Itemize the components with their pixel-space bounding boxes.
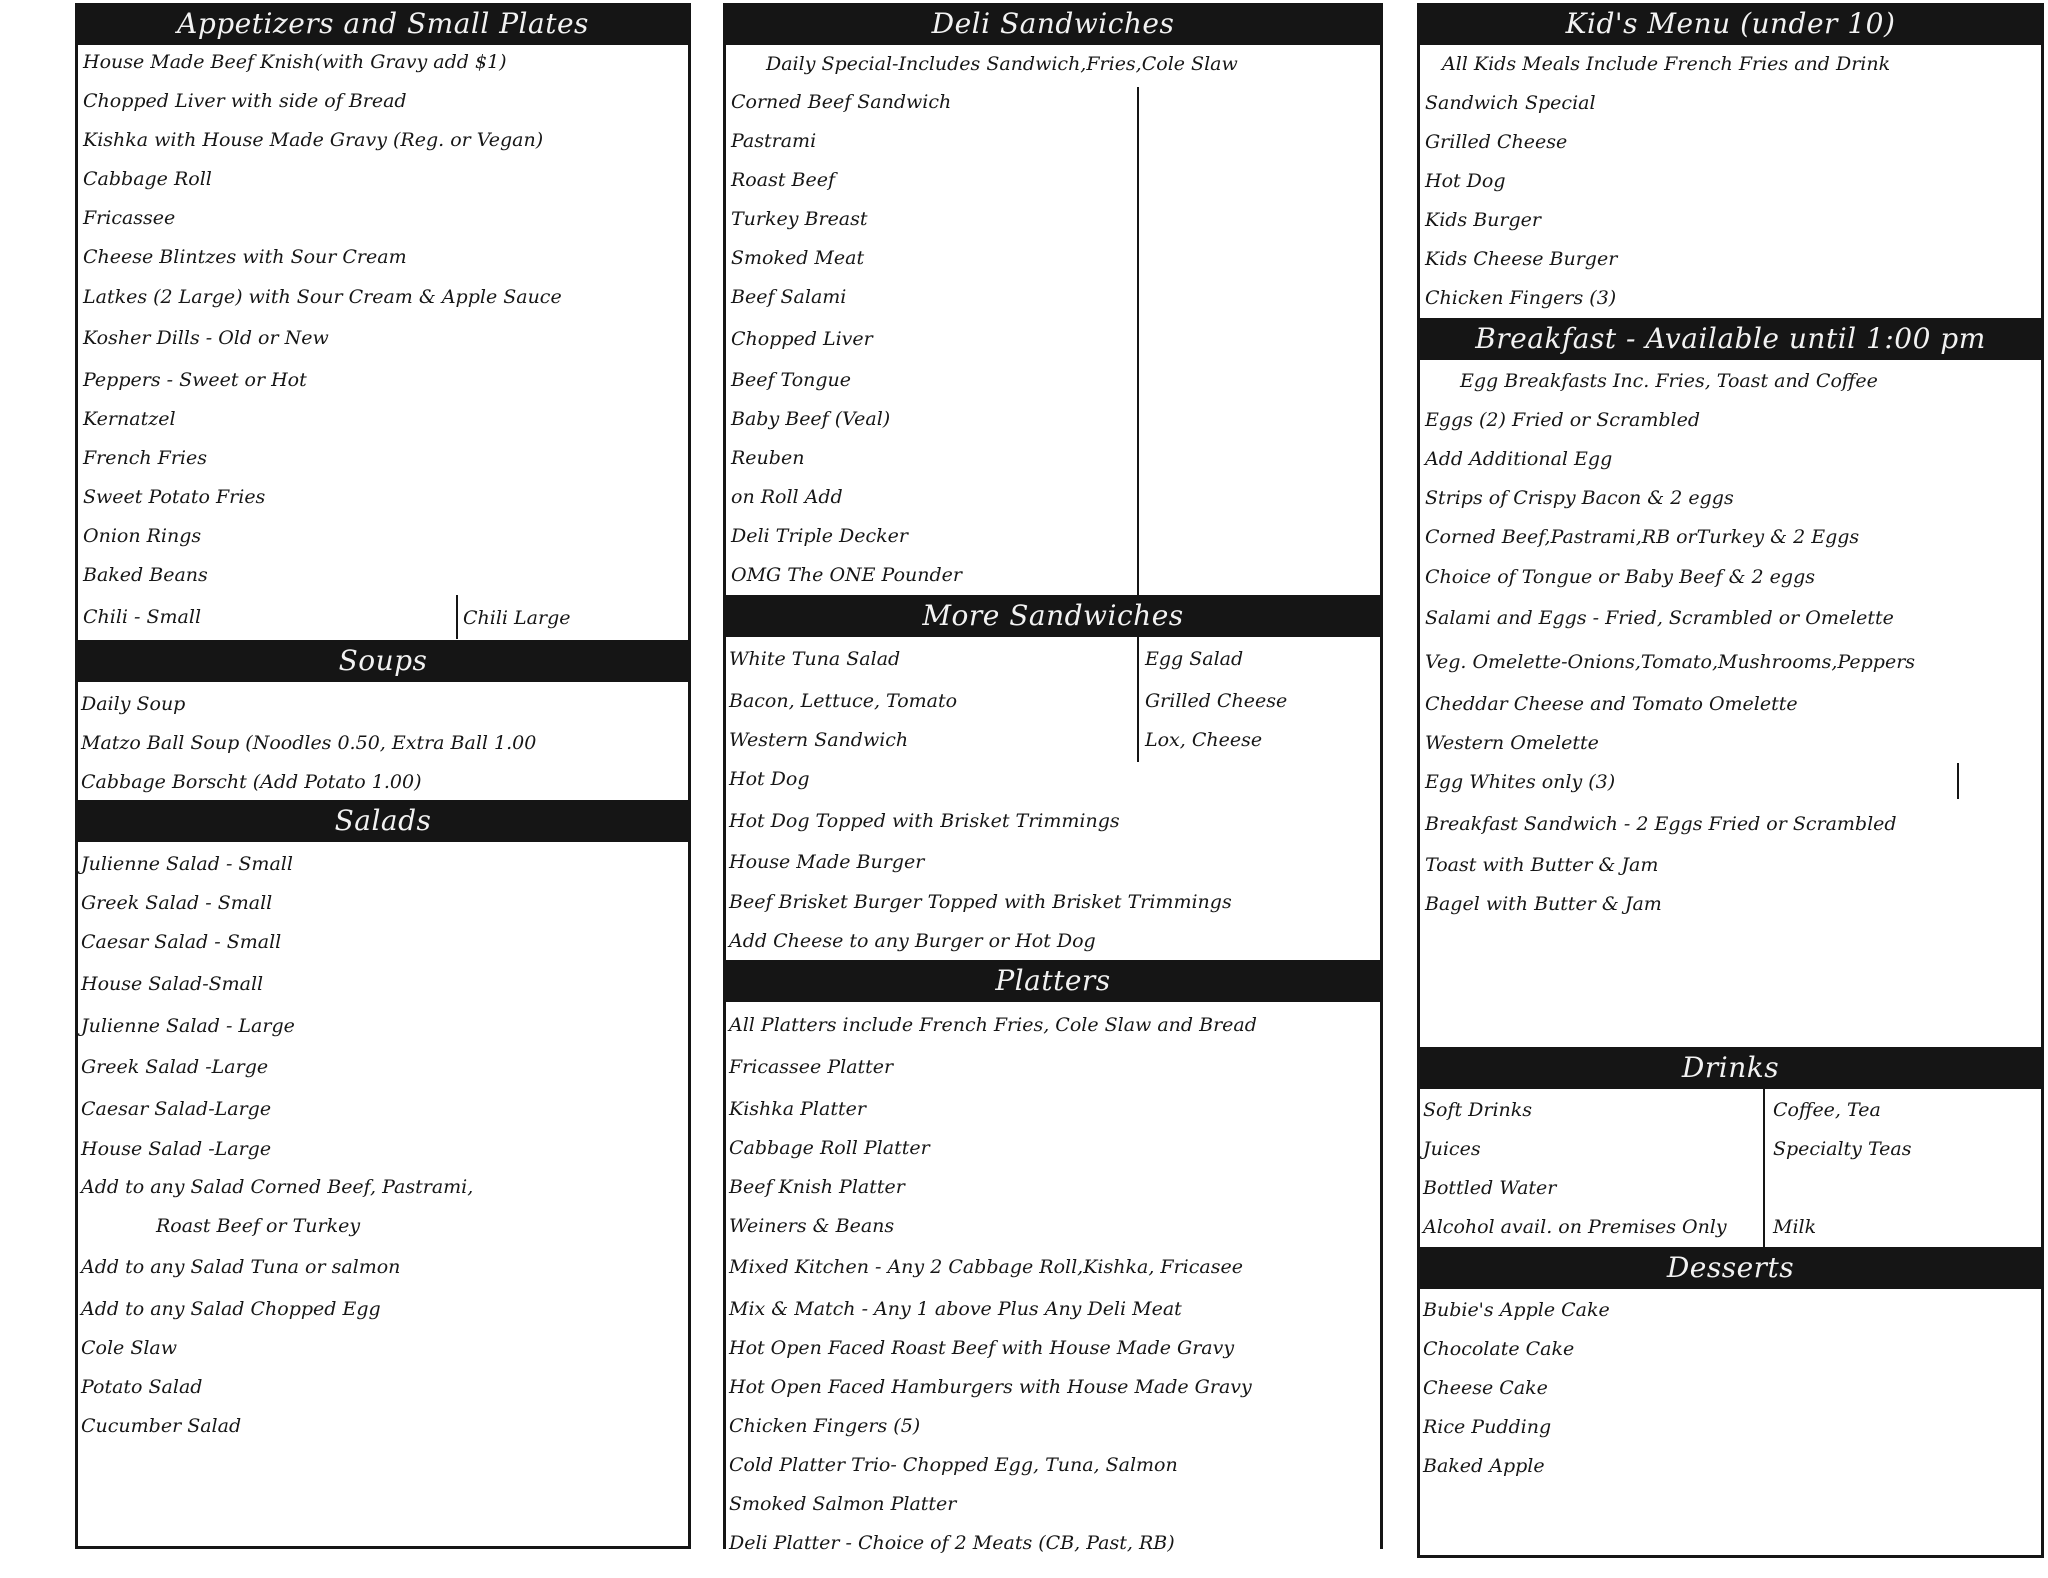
list-item: Kernatzel — [83, 408, 176, 430]
list-item: Beef Brisket Burger Topped with Brisket Trimmings — [729, 891, 1232, 913]
list-item: Chocolate Cake — [1423, 1338, 1575, 1360]
list-item: Hot Dog — [1425, 170, 1506, 192]
list-item: Cheese Blintzes with Sour Cream — [83, 246, 407, 268]
list-item: Eggs (2) Fried or Scrambled — [1425, 409, 1701, 431]
list-item: Greek Salad -Large — [81, 1056, 269, 1078]
list-item: House Salad-Small — [81, 973, 264, 995]
list-item: Roast Beef or Turkey — [156, 1215, 361, 1237]
list-item: Rice Pudding — [1423, 1416, 1552, 1438]
list-item: Potato Salad — [81, 1376, 203, 1398]
salads-header: Salads — [75, 800, 691, 842]
list-item: OMG The ONE Pounder — [731, 564, 962, 586]
list-item: Kids Cheese Burger — [1425, 248, 1618, 270]
list-item: Bottled Water — [1423, 1177, 1557, 1199]
list-item: Cabbage Roll Platter — [729, 1137, 930, 1159]
platters-header: Platters — [723, 960, 1383, 1002]
list-item: Bubie's Apple Cake — [1423, 1299, 1610, 1321]
list-item: Juices — [1423, 1138, 1481, 1160]
list-item: Strips of Crispy Bacon & 2 eggs — [1425, 487, 1734, 509]
list-item: Kids Burger — [1425, 209, 1541, 231]
list-item: Western Sandwich — [729, 729, 909, 751]
list-item: All Platters include French Fries, Cole Slaw and Bread — [729, 1014, 1257, 1036]
list-item: Daily Special-Includes Sandwich,Fries,Cole Slaw — [766, 53, 1238, 75]
list-item: Baked Beans — [83, 564, 208, 586]
list-item: Chicken Fingers (5) — [729, 1415, 921, 1437]
list-item: Chopped Liver — [731, 328, 873, 350]
list-item: Baby Beef (Veal) — [731, 408, 891, 430]
column-middle — [723, 3, 1383, 1554]
soups-header: Soups — [75, 640, 691, 682]
list-item: Onion Rings — [83, 525, 202, 547]
list-item: House Made Burger — [729, 851, 925, 873]
list-item: Corned Beef Sandwich — [731, 91, 952, 113]
list-item: Veg. Omelette-Onions,Tomato,Mushrooms,Peppers — [1425, 651, 1916, 673]
list-item: Bagel with Butter & Jam — [1425, 893, 1662, 915]
list-item: Breakfast Sandwich - 2 Eggs Fried or Scrambled — [1425, 813, 1897, 835]
list-item: Sweet Potato Fries — [83, 486, 266, 508]
list-item: Chili - Small — [83, 606, 202, 628]
list-item: Smoked Salmon Platter — [729, 1493, 957, 1515]
list-item: Grilled Cheese — [1425, 131, 1568, 153]
list-item: Hot Dog — [729, 768, 810, 790]
list-item: Lox, Cheese — [1145, 729, 1263, 751]
deli-header: Deli Sandwiches — [723, 3, 1383, 45]
list-item: Caesar Salad-Large — [81, 1098, 272, 1120]
list-item: Salami and Eggs - Fried, Scrambled or Omelette — [1425, 607, 1894, 629]
list-item: Add Cheese to any Burger or Hot Dog — [729, 930, 1096, 952]
list-item: Beef Tongue — [731, 369, 852, 391]
list-item: French Fries — [83, 447, 208, 469]
list-item: Add to any Salad Corned Beef, Pastrami, — [81, 1176, 474, 1198]
list-item: Alcohol avail. on Premises Only — [1423, 1216, 1727, 1238]
list-item: Add to any Salad Tuna or salmon — [81, 1256, 401, 1278]
list-item: Toast with Butter & Jam — [1425, 854, 1659, 876]
list-item: Kosher Dills - Old or New — [83, 327, 329, 349]
list-item: Add Additional Egg — [1425, 448, 1613, 470]
list-item: Fricassee Platter — [729, 1056, 894, 1078]
list-item: Reuben — [731, 447, 805, 469]
list-item: Beef Knish Platter — [729, 1176, 905, 1198]
list-item: Western Omelette — [1425, 732, 1599, 754]
list-item: Deli Triple Decker — [731, 525, 908, 547]
list-item: Julienne Salad - Large — [81, 1015, 295, 1037]
list-item: Kishka with House Made Gravy (Reg. or Vegan) — [83, 129, 544, 151]
list-item: Chopped Liver with side of Bread — [83, 90, 407, 112]
list-item: Weiners & Beans — [729, 1215, 895, 1237]
column-right — [1417, 3, 2044, 1558]
list-item: Mix & Match - Any 1 above Plus Any Deli Meat — [729, 1298, 1182, 1320]
list-item: Cheddar Cheese and Tomato Omelette — [1425, 693, 1798, 715]
list-item: Egg Salad — [1145, 648, 1244, 670]
list-item: on Roll Add — [731, 486, 843, 508]
list-item: Soft Drinks — [1423, 1099, 1533, 1121]
list-item: Chicken Fingers (3) — [1425, 287, 1617, 309]
more-divider — [1137, 637, 1139, 762]
kids-menu-header: Kid's Menu (under 10) — [1417, 3, 2044, 45]
list-item: Mixed Kitchen - Any 2 Cabbage Roll,Kishka, Fricasee — [729, 1256, 1243, 1278]
list-item: Cheese Cake — [1423, 1377, 1548, 1399]
list-item: All Kids Meals Include French Fries and Drink — [1442, 53, 1891, 75]
list-item: Fricassee — [83, 207, 176, 229]
list-item: Smoked Meat — [731, 247, 865, 269]
list-item: Bacon, Lettuce, Tomato — [729, 690, 958, 712]
desserts-header: Desserts — [1417, 1247, 2044, 1289]
list-item: Peppers - Sweet or Hot — [83, 369, 307, 391]
stray-mark — [1957, 763, 1959, 799]
list-item: Roast Beef — [731, 169, 835, 191]
list-item: Daily Soup — [81, 693, 186, 715]
list-item: Turkey Breast — [731, 208, 868, 230]
list-item: Kishka Platter — [729, 1098, 866, 1120]
list-item: Matzo Ball Soup (Noodles 0.50, Extra Ball 1.00 — [81, 732, 537, 754]
list-item: Corned Beef,Pastrami,RB orTurkey & 2 Eggs — [1425, 526, 1860, 548]
list-item: Coffee, Tea — [1773, 1099, 1881, 1121]
list-item: Hot Dog Topped with Brisket Trimmings — [729, 810, 1120, 832]
list-item: Julienne Salad - Small — [81, 853, 293, 875]
appetizers-header: Appetizers and Small Plates — [75, 3, 691, 45]
list-item: Specialty Teas — [1773, 1138, 1912, 1160]
list-item: Cole Slaw — [81, 1337, 178, 1359]
more-sandwiches-header: More Sandwiches — [723, 595, 1383, 637]
list-item: Caesar Salad - Small — [81, 931, 282, 953]
list-item: Baked Apple — [1423, 1455, 1545, 1477]
list-item: Beef Salami — [731, 286, 847, 308]
list-item: Cabbage Roll — [83, 168, 212, 190]
list-item: Deli Platter - Choice of 2 Meats (CB, Past, RB) — [729, 1532, 1175, 1554]
list-item: Hot Open Faced Hamburgers with House Made Gravy — [729, 1376, 1252, 1398]
list-item: Pastrami — [731, 130, 817, 152]
list-item: Egg Breakfasts Inc. Fries, Toast and Coffee — [1460, 370, 1878, 392]
chili-divider — [456, 595, 458, 639]
list-item: White Tuna Salad — [729, 648, 901, 670]
breakfast-header: Breakfast - Available until 1:00 pm — [1417, 318, 2044, 360]
list-item: Choice of Tongue or Baby Beef & 2 eggs — [1425, 566, 1815, 588]
list-item: Cold Platter Trio- Chopped Egg, Tuna, Salmon — [729, 1454, 1178, 1476]
list-item: Hot Open Faced Roast Beef with House Made Gravy — [729, 1337, 1235, 1359]
deli-divider — [1137, 87, 1139, 595]
list-item: Milk — [1773, 1216, 1817, 1238]
list-item: Grilled Cheese — [1145, 690, 1288, 712]
column-left — [75, 3, 691, 1549]
list-item: Cabbage Borscht (Add Potato 1.00) — [81, 771, 422, 793]
list-item: House Salad -Large — [81, 1138, 272, 1160]
list-item: Latkes (2 Large) with Sour Cream & Apple Sauce — [83, 286, 562, 308]
list-item: House Made Beef Knish(with Gravy add $1) — [83, 51, 507, 73]
list-item: Sandwich Special — [1425, 92, 1596, 114]
drinks-header: Drinks — [1417, 1047, 2044, 1089]
list-item: Egg Whites only (3) — [1425, 771, 1616, 793]
drinks-divider — [1763, 1089, 1765, 1247]
list-item: Add to any Salad Chopped Egg — [81, 1298, 381, 1320]
list-item: Cucumber Salad — [81, 1415, 242, 1437]
list-item: Chili Large — [463, 607, 571, 629]
list-item: Greek Salad - Small — [81, 892, 273, 914]
